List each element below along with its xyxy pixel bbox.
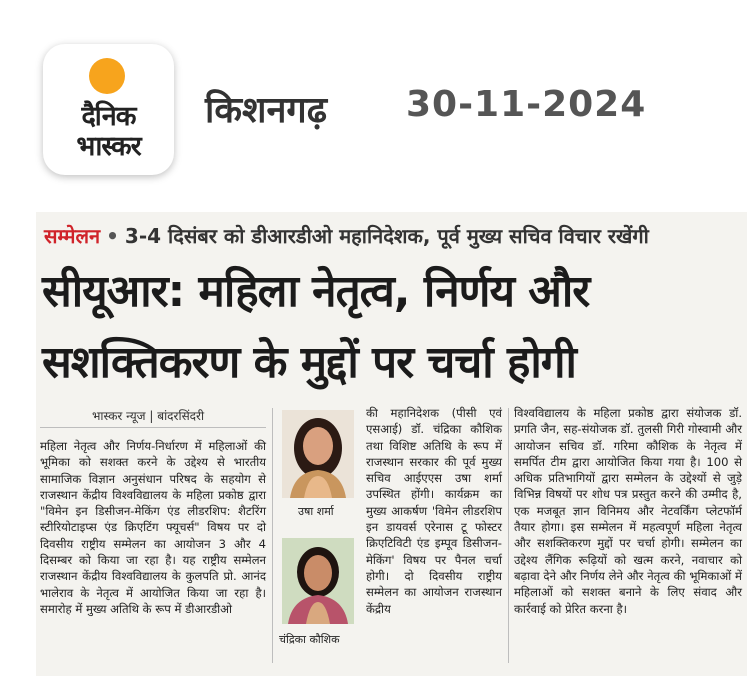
headline-line2: सशक्तिकरण के मुद्दों पर चर्चा होगी bbox=[42, 337, 576, 388]
photo-usha-sharma bbox=[282, 410, 354, 498]
column-divider bbox=[272, 408, 273, 663]
city-name: किशनगढ़ bbox=[205, 90, 327, 131]
header bbox=[0, 0, 747, 200]
kicker-text: 3-4 दिसंबर को डीआरडीओ महानिदेशक, पूर्व मुख्य सचिव विचार रखेंगी bbox=[124, 224, 649, 248]
photo-chandrika-kaushik bbox=[282, 538, 354, 624]
logo-text-line2: भास्कर bbox=[76, 131, 141, 162]
kicker bbox=[44, 222, 649, 249]
dainik-bhaskar-logo bbox=[43, 44, 174, 175]
body-column-3: विश्वविद्यालय के महिला प्रकोष्ठ द्वारा संयोजक डॉ. प्रगति जैन, सह-संयोजक डॉ. तुलसी गिरी गोस्वामी और आयोजन सचिव डॉ. गरिमा कौशिक के नेतृत्व में समर्पित टीम द्वारा आयोजित किया गया है। 100 से अधिक प्रतिभागियों द्वारा सम्मेलन के उद्देश्यों से जुड़े विभिन्न विषयों पर शोध पत्र प्रस्तुत करने की उम्मीद है, एक मजबूत ज्ञान विनिमय और नेटवर्किंग प्लेटफॉर्म तैयार होगा। इस सम्मेलन में महत्वपूर्ण महिला नेतृत्व और सशक्तिकरण मुद्दों पर चर्चा होगी। सम्मेलन का उद्देश्य लैंगिक रूढ़ियों को खत्म करने, नवाचार को बढ़ावा देने और निर्णय लेने और नेतृत्व की भूमिकाओं में महिलाओं को सशक्त बनाने के लिए संवाद और कार्रवाई को प्रेरित करना है। bbox=[514, 406, 742, 616]
body-column-1: महिला नेतृत्व और निर्णय-निर्धारण में महिलाओं की भूमिका को सशक्त करने के उद्देश्य से भारतीय सामाजिक विज्ञान अनुसंधान परिषद के सहयोग से राजस्थान केंद्रीय विश्वविद्यालय के महिला प्रकोष्ठ द्वारा "विमेन इन डिसीजन-मेकिंग एंड लीडरशिप: शैटरिंग स्टीरियोटाइप्स एंड क्रिएटिंग फ्यूचर्स" विषय पर दो दिवसीय राष्ट्रीय सम्मेलन का आयोजन 3 और 4 दिसम्बर को किया जा रहा है। यह राष्ट्रीय सम्मेलन राजस्थान केंद्रीय विश्वविद्यालय के कुलपति प्रो. आनंद भालेराव के नेतृत्व में आयोजित किया जा रहा है। समारोह में मुख्य अतिथि के रूप में डीआरडीओ bbox=[40, 439, 266, 616]
newspaper-clipping bbox=[36, 212, 747, 676]
photo-caption: उषा शर्मा bbox=[298, 505, 334, 518]
photo-caption: चंद्रिका कौशिक bbox=[279, 633, 340, 646]
byline: भास्कर न्यूज | बांदरसिंदरी bbox=[92, 409, 205, 423]
column-divider bbox=[40, 427, 266, 428]
body-column-2: की महानिदेशक (पीसी एवं एसआई) डॉ. चंद्रिका कौशिक तथा विशिष्ट अतिथि के रूप में राजस्थान सरकार की पूर्व मुख्य सचिव आईएएस उषा शर्मा उपस्थित होंगी। कार्यक्रम का मुख्य आकर्षण 'विमेन लीडरशिप इन डायवर्स एरेनास टू फोस्टर क्रिएटिविटी एंड इम्पूव डिसीजन-मेकिंग' विषय पर पैनल चर्चा होगी। दो दिवसीय राष्ट्रीय सम्मेलन का आयोजन राजस्थान केंद्रीय bbox=[366, 406, 502, 616]
logo-text-line1: दैनिक bbox=[81, 101, 136, 132]
kicker-label: सम्मेलन bbox=[44, 224, 101, 248]
bullet-icon: • bbox=[106, 224, 119, 248]
headline-line1: सीयूआर: महिला नेतृत्व, निर्णय और bbox=[42, 266, 590, 317]
column-divider bbox=[508, 408, 509, 663]
sun-icon bbox=[89, 58, 125, 94]
publish-date: 30-11-2024 bbox=[406, 84, 647, 125]
